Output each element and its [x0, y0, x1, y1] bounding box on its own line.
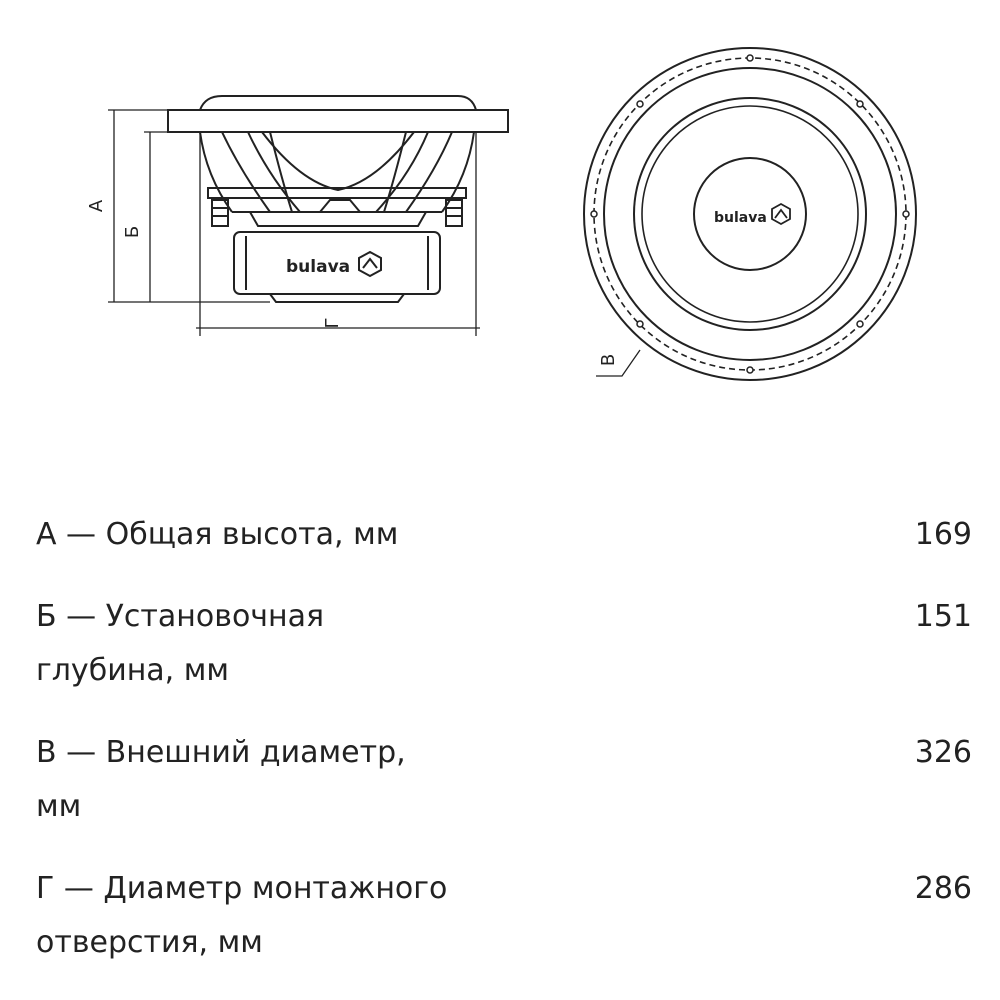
spec-value: 326	[914, 735, 972, 770]
side-view-logo	[286, 252, 381, 277]
dimension-a-label: А	[86, 199, 107, 213]
surround-top	[200, 96, 476, 110]
mounting-hole	[903, 211, 909, 217]
front-view-logo-text: bulava	[714, 210, 767, 226]
speaker-dimension-drawing	[0, 0, 1000, 470]
dimension-b	[144, 132, 200, 302]
cone-profile	[262, 132, 414, 190]
mounting-hole	[857, 321, 863, 327]
mounting-hole	[637, 101, 643, 107]
spec-value: 151	[914, 599, 972, 634]
spec-value: 286	[914, 871, 972, 906]
spec-label: В — Внешний диаметр, мм	[36, 735, 406, 824]
dimension-b-label: Б	[122, 225, 143, 239]
mounting-flange	[168, 110, 508, 132]
front-view-logo-hex-icon	[772, 204, 790, 224]
front-view-logo	[714, 204, 790, 226]
spec-value: 169	[914, 517, 972, 552]
basket-spoke	[222, 132, 270, 212]
mounting-hole	[747, 367, 753, 373]
basket-spoke	[270, 132, 292, 212]
spec-label: Г — Диаметр монтажного отверстия, мм	[36, 871, 448, 960]
spec-label: Б — Установочная глубина, мм	[36, 599, 325, 688]
mounting-hole	[637, 321, 643, 327]
mounting-hole	[591, 211, 597, 217]
bottom-cap	[270, 294, 404, 302]
mounting-hole	[857, 101, 863, 107]
side-view-logo-text: bulava	[286, 257, 351, 277]
dimension-v-label: В	[598, 353, 619, 367]
motor-top-plate	[250, 212, 426, 226]
dimension-g-label: Г	[322, 317, 343, 329]
spec-label: А — Общая высота, мм	[36, 517, 399, 552]
spider-mount	[320, 200, 360, 212]
mounting-hole	[747, 55, 753, 61]
side-view-logo-hex-icon	[359, 252, 381, 276]
